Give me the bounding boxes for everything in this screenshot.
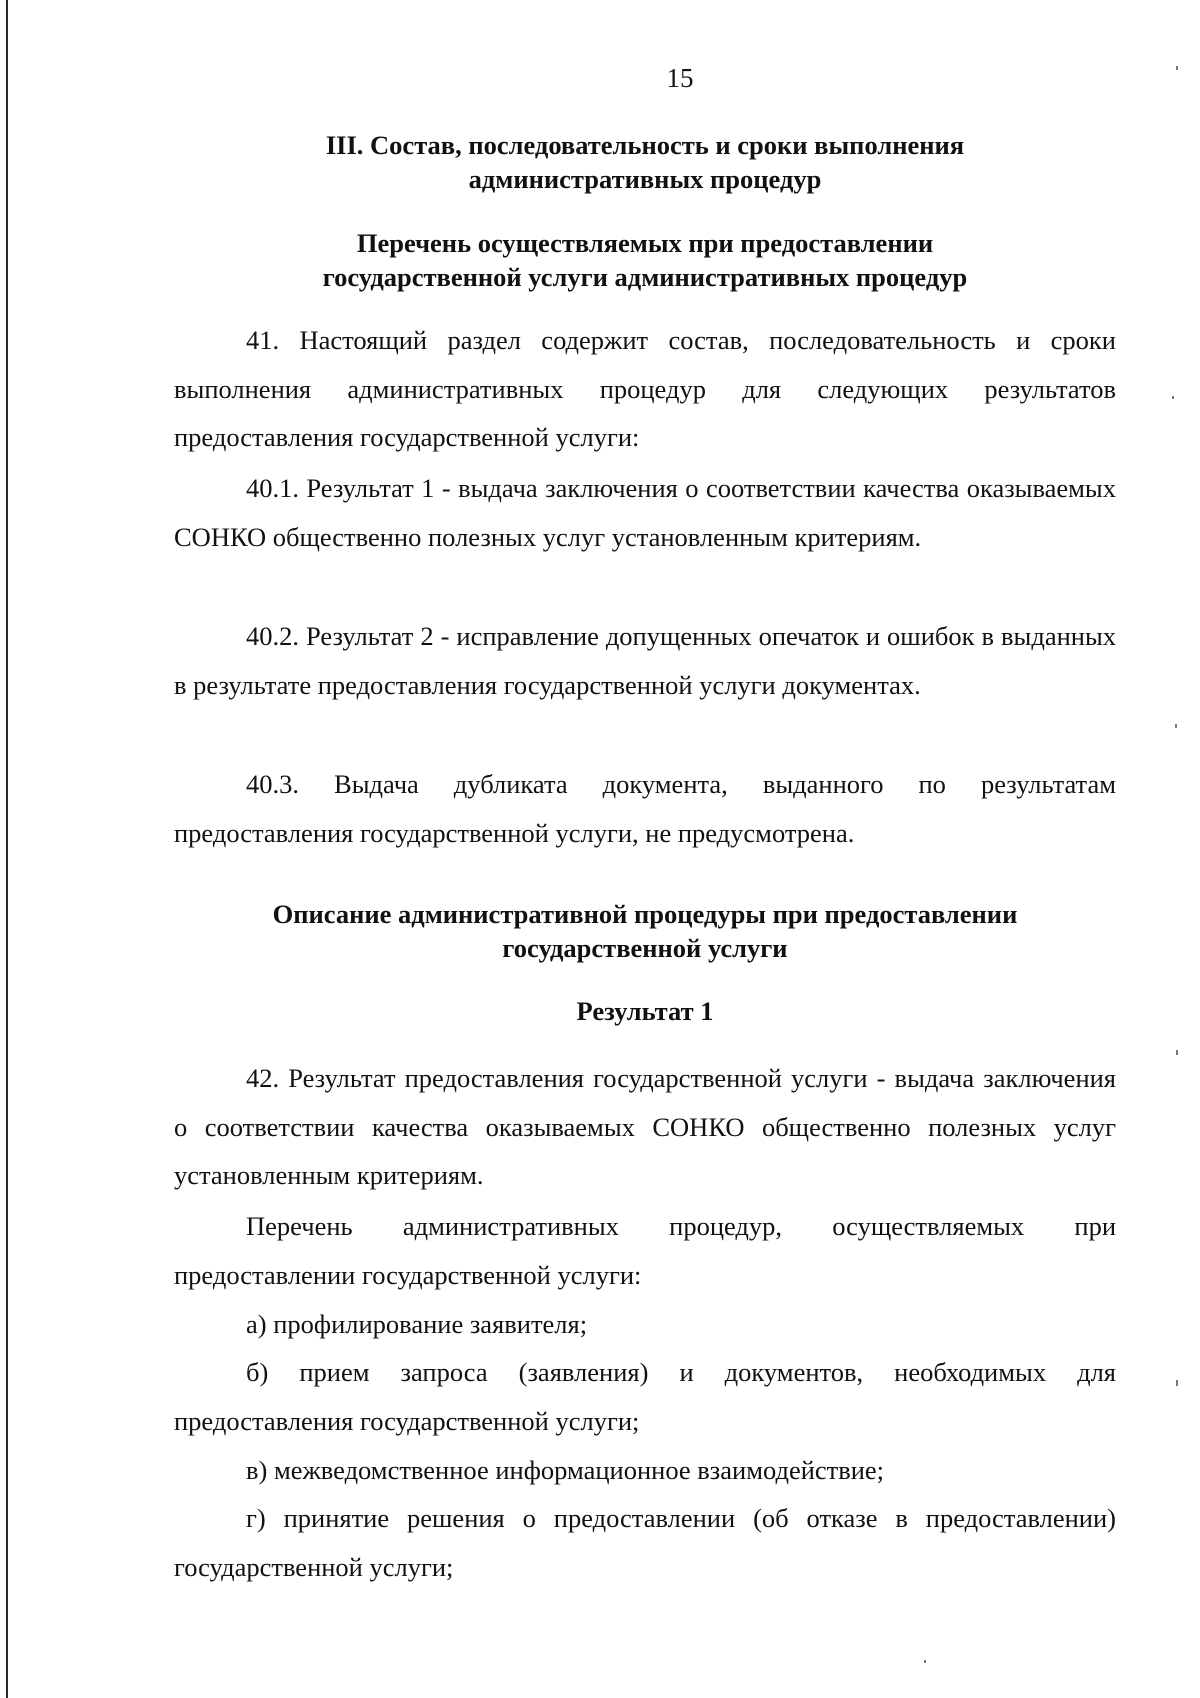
list-item-d: г) принятие решения о предоставлении (об отказе в предоставлении) государственной услуги;: [174, 1503, 1116, 1582]
scan-left-edge: [6, 0, 8, 1698]
paragraph-40-3: 40.3. Выдача дубликата документа, выданного по результатам предоставления государственной услуги, не предусмотрена.: [174, 769, 1116, 848]
section-heading: [174, 128, 1116, 196]
subheading-procedure-description-line2: государственной услуги: [502, 933, 788, 963]
paragraph-42: 42. Результат предоставления государственной услуги - выдача заключения о соответствии качества оказываемых СОНКО общественно полезных услуг установленным критериям.: [174, 1063, 1116, 1190]
subheading-procedures-list-line1: Перечень осуществляемых при предоставлении: [356, 228, 934, 258]
scan-speck: [1175, 724, 1177, 728]
paragraph-40-2: 40.2. Результат 2 - исправление допущенных опечаток и ошибок в выданных в результате предоставления государственной услуги документах.: [174, 621, 1116, 700]
paragraph-40-1: 40.1. Результат 1 - выдача заключения о соответствии качества оказываемых СОНКО общественно полезных услуг установленным критериям.: [174, 473, 1116, 552]
page-number: 15: [666, 63, 694, 93]
subheading-procedure-description-line1: Описание административной процедуры при предоставлении: [272, 899, 1018, 929]
scan-speck: [1176, 66, 1178, 70]
scan-speck: [1176, 1380, 1178, 1386]
paragraph-41: 41. Настоящий раздел содержит состав, последовательность и сроки выполнения административных процедур для следующих результатов предоставления государственной услуги:: [174, 325, 1116, 452]
paragraph-procedures-list-intro: Перечень административных процедур, осуществляемых при предоставлении государственной услуги:: [174, 1211, 1116, 1290]
scan-speck: [1172, 396, 1174, 399]
list-item-b: б) прием запроса (заявления) и документов, необходимых для предоставления государственной услуги;: [174, 1357, 1116, 1436]
subheading-procedure-description: [174, 897, 1116, 965]
section-heading-line2: административных процедур: [468, 164, 822, 194]
list-item-a: а) профилирование заявителя;: [246, 1309, 588, 1339]
result-1-heading: Результат 1: [576, 996, 714, 1026]
subheading-procedures-list: [174, 226, 1116, 294]
scan-speck: [1176, 1050, 1178, 1055]
list-item-c: в) межведомственное информационное взаимодействие;: [246, 1455, 885, 1485]
section-heading-line1: III. Состав, последовательность и сроки выполнения: [325, 130, 965, 160]
subheading-procedures-list-line2: государственной услуги административных процедур: [322, 262, 968, 292]
scan-speck: [924, 1660, 926, 1663]
